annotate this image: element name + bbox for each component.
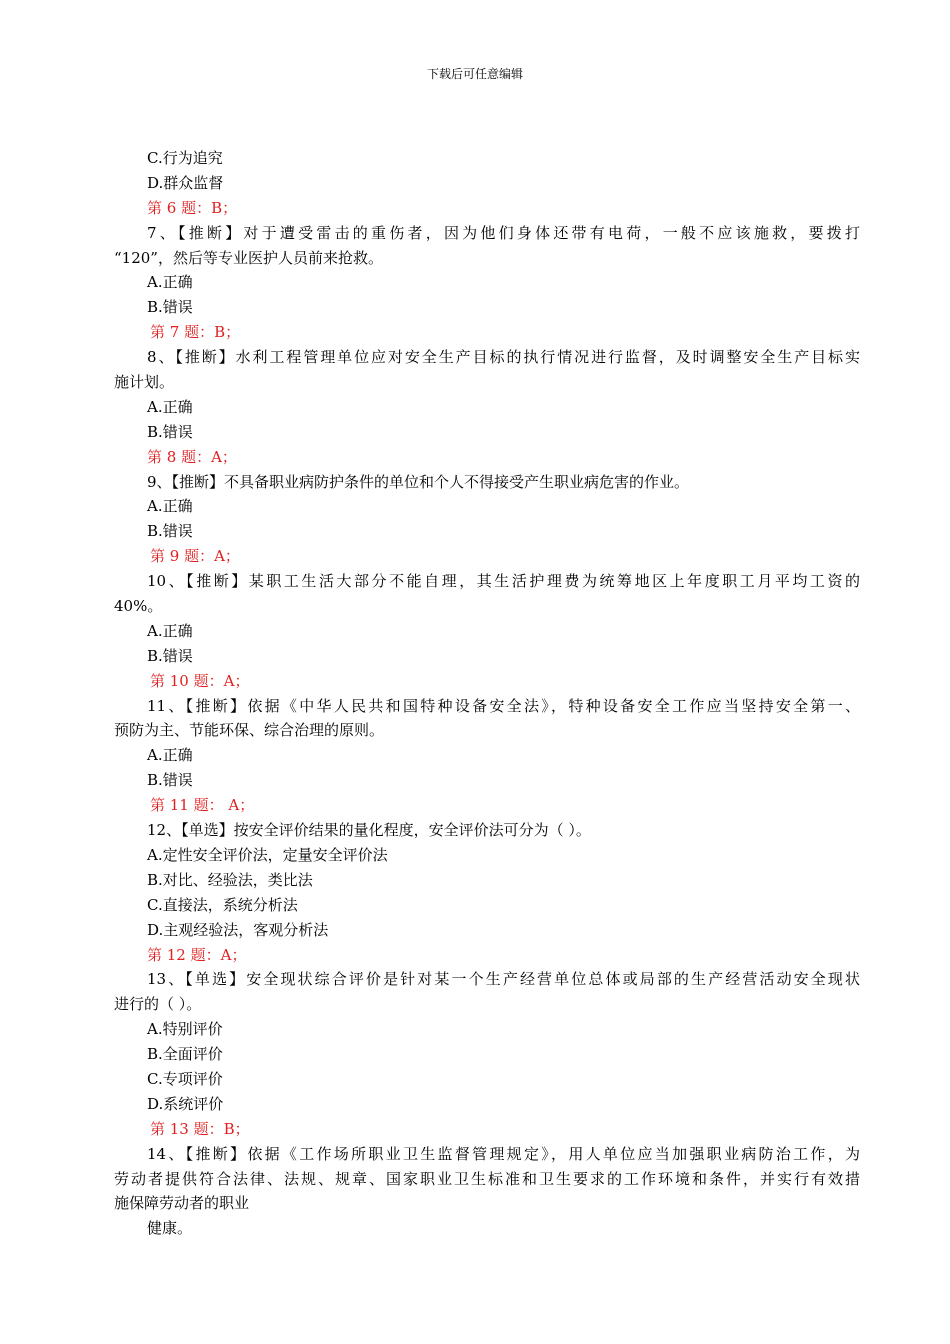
text-line: B.对比、经验法，类比法 bbox=[147, 870, 313, 889]
answer-line: 第 11 题： A； bbox=[150, 796, 255, 815]
text-line: B.错误 bbox=[147, 298, 193, 317]
answer-line: 第 10 题：A； bbox=[150, 671, 250, 690]
text-line: A.正确 bbox=[147, 746, 193, 765]
text-line: B.错误 bbox=[147, 771, 193, 790]
text-line: B.错误 bbox=[147, 422, 193, 441]
text-line: A.正确 bbox=[147, 621, 193, 640]
text-line: D.主观经验法，客观分析法 bbox=[147, 920, 329, 939]
text-line: 9、【推断】不具备职业病防护条件的单位和个人不得接受产生职业病危害的作业。 bbox=[147, 472, 690, 491]
text-line: 施保障劳动者的职业 bbox=[114, 1194, 250, 1213]
answer-line: 第 9 题：A； bbox=[150, 547, 240, 566]
text-line: 健康。 bbox=[147, 1219, 193, 1238]
text-line: B.错误 bbox=[147, 646, 193, 665]
answer-line: 第 6 题：B； bbox=[147, 198, 238, 217]
document-body bbox=[114, 146, 860, 1241]
text-line: 11、【推断】依据《中华人民共和国特种设备安全法》，特种设备安全工作应当坚持安全第一、 bbox=[147, 696, 860, 715]
text-line: C.直接法，系统分析法 bbox=[147, 895, 298, 914]
text-line: 劳动者提供符合法律、法规、规章、国家职业卫生标准和卫生要求的工作环境和条件，并实行有效措 bbox=[114, 1169, 860, 1188]
text-line: 8、【推断】水利工程管理单位应对安全生产目标的执行情况进行监督，及时调整安全生产目标实 bbox=[147, 348, 860, 367]
answer-line: 第 13 题：B； bbox=[150, 1119, 250, 1138]
text-line: 40%。 bbox=[114, 597, 163, 616]
text-line: B.错误 bbox=[147, 522, 193, 541]
text-line: 7、【推断】对于遭受雷击的重伤者，因为他们身体还带有电荷，一般不应该施救，要拨打 bbox=[147, 223, 860, 242]
text-line: A.正确 bbox=[147, 397, 193, 416]
text-line: D.系统评价 bbox=[147, 1094, 224, 1113]
answer-line: 第 8 题：A； bbox=[147, 447, 237, 466]
text-line: 进行的（ ）。 bbox=[114, 995, 202, 1014]
text-line: A.正确 bbox=[147, 497, 193, 516]
answer-line: 第 12 题：A； bbox=[147, 945, 247, 964]
text-line: A.特别评价 bbox=[147, 1020, 223, 1039]
text-line: 14、【推断】依据《工作场所职业卫生监督管理规定》，用人单位应当加强职业病防治工作，为 bbox=[147, 1144, 860, 1163]
text-line: C.行为追究 bbox=[147, 149, 223, 167]
text-line: 施计划。 bbox=[114, 373, 175, 392]
text-line: A.定性安全评价法，定量安全评价法 bbox=[147, 845, 388, 864]
text-line: C.专项评价 bbox=[147, 1069, 223, 1088]
answer-line: 第 7 题：B； bbox=[150, 323, 241, 342]
text-line: 预防为主、节能环保、综合治理的原则。 bbox=[114, 721, 385, 740]
text-line: A.正确 bbox=[147, 273, 193, 292]
text-line: 12、【单选】按安全评价结果的量化程度，安全评价法可分为（ ）。 bbox=[147, 821, 591, 840]
text-line: 10、【推断】某职工生活大部分不能自理，其生活护理费为统筹地区上年度职工月平均工资的 bbox=[147, 572, 860, 591]
text-line: D.群众监督 bbox=[147, 173, 224, 192]
text-line: B.全面评价 bbox=[147, 1045, 223, 1064]
text-line: 13、【单选】安全现状综合评价是针对某一个生产经营单位总体或局部的生产经营活动安全现状 bbox=[147, 970, 860, 989]
page-header: 下载后可任意编辑 bbox=[426, 67, 523, 81]
text-line: “120”，然后等专业医护人员前来抢救。 bbox=[114, 248, 383, 267]
